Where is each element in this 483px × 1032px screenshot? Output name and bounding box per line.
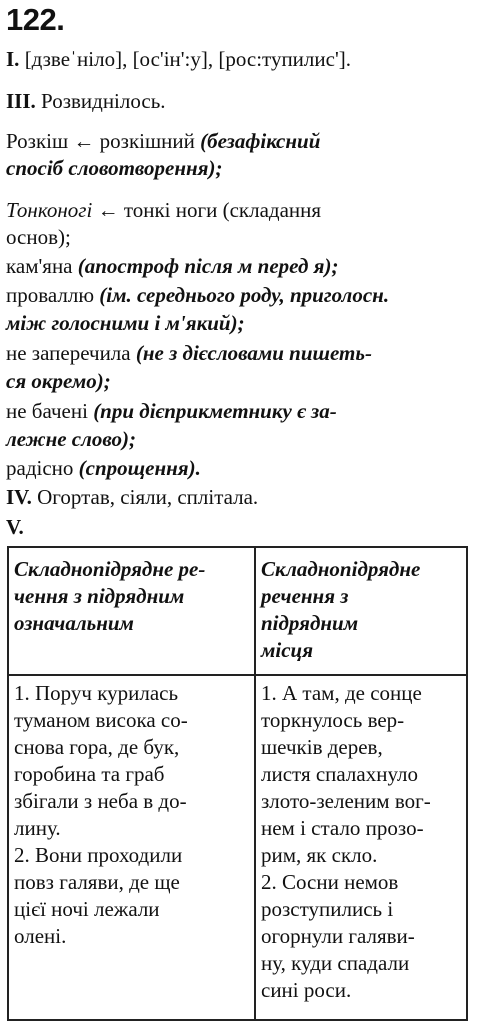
cell-line: повз галяви, де ще xyxy=(14,870,180,894)
table-row xyxy=(8,675,467,1020)
word-note: (при дієприкметнику є за- xyxy=(93,399,337,423)
part-4-text: Огортав, сіяли, сплітала. xyxy=(37,485,259,509)
part-3-line xyxy=(6,88,166,114)
cell-line: злото-зеленим вог- xyxy=(261,789,431,813)
word-note: (спрощення). xyxy=(78,456,201,480)
analysis-note-cont: спосіб словотворення); xyxy=(6,156,223,180)
part-3-text: Розвиднілось. xyxy=(41,89,166,113)
sentence-table xyxy=(7,546,468,1021)
part-5-label: V. xyxy=(6,515,24,539)
cell-line: розступились і xyxy=(261,897,394,921)
table-cell xyxy=(255,675,467,1020)
table-header-cell xyxy=(255,547,467,675)
arrow-icon: ← xyxy=(97,198,119,222)
cell-line: 2. Сосни немов xyxy=(261,870,399,894)
analysis-source: розкішний xyxy=(99,129,195,153)
part-4-line xyxy=(6,484,258,510)
cell-line: збігали з неба в до- xyxy=(14,789,187,813)
analysis-word: Тонконогі xyxy=(6,198,93,222)
word: радісно xyxy=(6,456,74,480)
word-note: (ім. середнього роду, приголосн. xyxy=(99,283,390,307)
part-3-label: III. xyxy=(6,89,36,113)
part-1-line xyxy=(6,46,351,72)
word-note: (не з дієсловами пишеть- xyxy=(135,341,372,365)
cell-line: ну, куди спадали xyxy=(261,951,410,975)
word-note-cont: лежне слово); xyxy=(6,427,136,451)
cell-line: лину. xyxy=(14,816,61,840)
analysis-line xyxy=(6,197,321,223)
arrow-icon: ← xyxy=(73,129,95,153)
analysis-source-cont: основ); xyxy=(6,225,71,249)
cell-line: шечків дерев, xyxy=(261,735,383,759)
cell-line: огорнули галяви- xyxy=(261,924,415,948)
header-line: підрядним xyxy=(261,611,359,635)
word: не заперечила xyxy=(6,341,131,365)
header-line: місця xyxy=(261,638,314,662)
header-line: Складнопідрядне ре- xyxy=(14,557,206,581)
word-note-cont: між голосними і м'який); xyxy=(6,311,245,335)
cell-line: туманом висока со- xyxy=(14,708,188,732)
cell-line: нем і стало прозо- xyxy=(261,816,424,840)
analysis-source: тонкі ноги (складання xyxy=(123,198,322,222)
word-line xyxy=(6,340,372,366)
cell-line: 1. Поруч курилась xyxy=(14,681,179,705)
cell-line: 1. А там, де сонце xyxy=(261,681,422,705)
table-header-row xyxy=(8,547,467,675)
table-header-cell xyxy=(8,547,255,675)
cell-line: 2. Вони проходили xyxy=(14,843,183,867)
word-line xyxy=(6,253,338,279)
cell-line: снова гора, де бук, xyxy=(14,735,180,759)
word-line xyxy=(6,398,337,424)
analysis-word: Розкіш xyxy=(6,129,69,153)
part-1-label: I. xyxy=(6,47,20,71)
cell-line: горобина та граб xyxy=(14,762,165,786)
word-note: (апостроф після м перед я); xyxy=(77,254,339,278)
exercise-number: 122. xyxy=(6,2,65,37)
cell-line: олені. xyxy=(14,924,67,948)
word-note-cont: ся окремо); xyxy=(6,369,111,393)
word: не бачені xyxy=(6,399,88,423)
analysis-note: (безафіксний xyxy=(200,129,321,153)
header-line: означальним xyxy=(14,611,134,635)
word-line xyxy=(6,282,389,308)
analysis-line xyxy=(6,128,320,154)
cell-line: рим, як скло. xyxy=(261,843,378,867)
part-1-text: [дзвеˈніло], [ос'ін':у], [рос:тупилис']. xyxy=(24,47,351,71)
cell-line: торкнулось вер- xyxy=(261,708,405,732)
cell-line: сині роси. xyxy=(261,978,352,1002)
word-line xyxy=(6,455,201,481)
word: проваллю xyxy=(6,283,95,307)
header-line: Складнопідрядне xyxy=(261,557,421,581)
table-cell xyxy=(8,675,255,1020)
cell-line: листя спалахнуло xyxy=(261,762,419,786)
cell-line: цієї ночі лежали xyxy=(14,897,160,921)
header-line: чення з підрядним xyxy=(14,584,185,608)
header-line: речення з xyxy=(261,584,349,608)
word: кам'яна xyxy=(6,254,73,278)
part-4-label: IV. xyxy=(6,485,32,509)
